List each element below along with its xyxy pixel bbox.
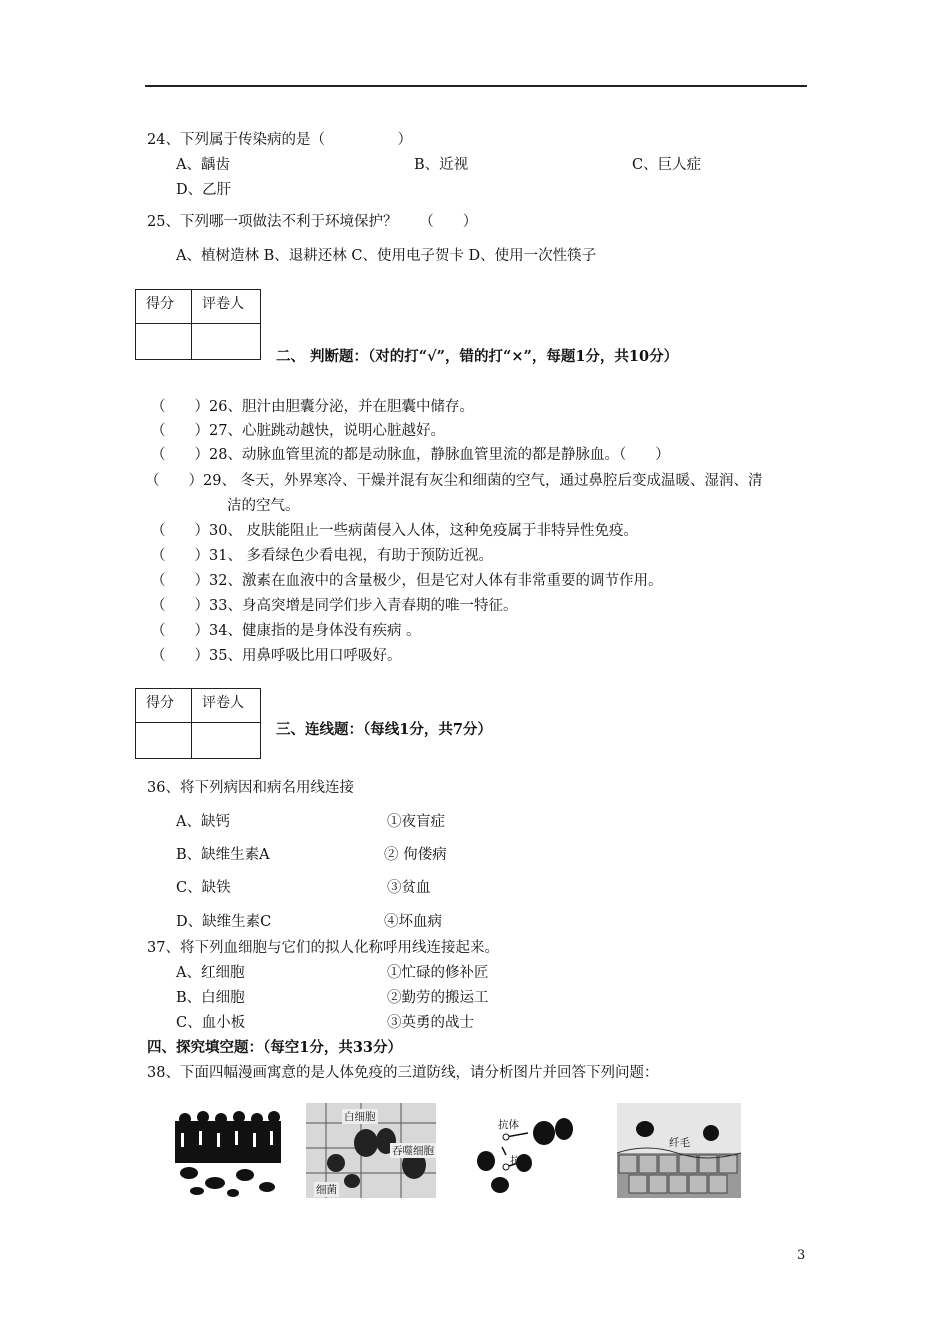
label-cilia: 纤毛: [669, 1137, 690, 1149]
q36-right-1: ①夜盲症: [387, 814, 445, 830]
comic-panel-1-art: [175, 1103, 281, 1198]
q24-option-b: B、近视: [414, 157, 469, 173]
q37-left-b: B、白细胞: [176, 990, 245, 1006]
judge-item-27: （ ）27、心脏跳动越快，说明心脏越好。: [151, 423, 445, 439]
score-label: 得分: [146, 296, 174, 312]
page-number: 3: [797, 1248, 806, 1263]
comic-panel-3-art: [472, 1103, 578, 1198]
label-antibody-2: 抗体: [510, 1155, 531, 1167]
judge-item-28: （ ）28、动脉血管里流的都是动脉血，静脉血管里流的都是静脉血。（ ）: [151, 447, 670, 463]
q36-right-3: ③贫血: [387, 880, 431, 896]
q24-option-c: C、巨人症: [632, 157, 702, 173]
q37-left-a: A、红细胞: [176, 965, 245, 981]
score-label: 得分: [146, 695, 174, 711]
label-white-blood-cell: 白细胞: [344, 1111, 376, 1123]
q37-right-1: ①忙碌的修补匠: [387, 965, 489, 981]
q24-option-a: A、龋齿: [176, 157, 230, 173]
q25-options: A、植树造林 B、退耕还林 C、使用电子贺卡 D、使用一次性筷子: [176, 248, 597, 264]
section-4-title: 四、探究填空题：（每空1分，共33分）: [147, 1039, 403, 1056]
judge-item-34: （ ）34、健康指的是身体没有疾病 。: [151, 623, 421, 639]
score-cell[interactable]: [136, 723, 192, 759]
section-3-title: 三、连线题：（每线1分，共7分）: [276, 721, 492, 738]
q36-right-4: ④坏血病: [384, 914, 442, 930]
q25-stem: 25、下列哪一项做法不利于环境保护？ （ ）: [147, 214, 478, 230]
q38-stem: 38、下面四幅漫画寓意的是人体免疫的三道防线，请分析图片并回答下列问题：: [147, 1065, 659, 1081]
comic-panel-2: [306, 1103, 436, 1198]
label-bacteria: 细菌: [316, 1184, 337, 1196]
comic-panel-4: [617, 1103, 741, 1198]
grader-cell[interactable]: [192, 723, 261, 759]
comic-panel-3: [472, 1103, 578, 1198]
judge-item-29-cont: 洁的空气。: [227, 498, 300, 514]
q37-left-c: C、血小板: [176, 1015, 246, 1031]
judge-item-33: （ ）33、身高突增是同学们步入青春期的唯一特征。: [151, 598, 518, 614]
label-phagocyte: 吞噬细胞: [392, 1145, 434, 1157]
q24-option-d: D、乙肝: [176, 182, 232, 198]
comic-panel-4-art: [617, 1103, 741, 1198]
section-2-title: 二、 判断题：（对的打“√”，错的打“×”，每题1分，共10分）: [276, 348, 679, 365]
grader-label: 评卷人: [202, 695, 244, 711]
grader-label: 评卷人: [202, 296, 244, 312]
score-box: [135, 289, 261, 360]
header-rule: [145, 85, 807, 87]
q36-left-d: D、缺维生素C: [176, 914, 272, 930]
q36-left-a: A、缺钙: [176, 814, 230, 830]
judge-item-31: （ ）31、 多看绿色少看电视，有助于预防近视。: [151, 548, 494, 564]
q36-stem: 36、将下列病因和病名用线连接: [147, 780, 354, 796]
q36-left-b: B、缺维生素A: [176, 847, 270, 863]
q37-right-3: ③英勇的战士: [387, 1015, 474, 1031]
q37-right-2: ②勤劳的搬运工: [387, 990, 489, 1006]
grader-cell[interactable]: [192, 324, 261, 360]
judge-item-29: （ ）29、 冬天，外界寒冷、干燥并混有灰尘和细菌的空气，通过鼻腔后变成温暖、湿润、清: [145, 473, 763, 489]
label-antibody-1: 抗体: [498, 1119, 519, 1131]
q24-stem: 24、下列属于传染病的是（ ）: [147, 132, 412, 148]
score-cell[interactable]: [136, 324, 192, 360]
q36-right-2: ② 佝偻病: [384, 847, 447, 863]
judge-item-26: （ ）26、胆汁由胆囊分泌，并在胆囊中储存。: [151, 399, 474, 415]
comic-panel-1: [175, 1103, 281, 1198]
q37-stem: 37、将下列血细胞与它们的拟人化称呼用线连接起来。: [147, 940, 499, 956]
judge-item-32: （ ）32、激素在血液中的含量极少，但是它对人体有非常重要的调节作用。: [151, 573, 663, 589]
judge-item-35: （ ）35、用鼻呼吸比用口呼吸好。: [151, 648, 402, 664]
judge-item-30: （ ）30、 皮肤能阻止一些病菌侵入人体，这种免疫属于非特异性免疫。: [151, 523, 639, 539]
score-box-2: [135, 688, 261, 759]
q36-left-c: C、缺铁: [176, 880, 231, 896]
